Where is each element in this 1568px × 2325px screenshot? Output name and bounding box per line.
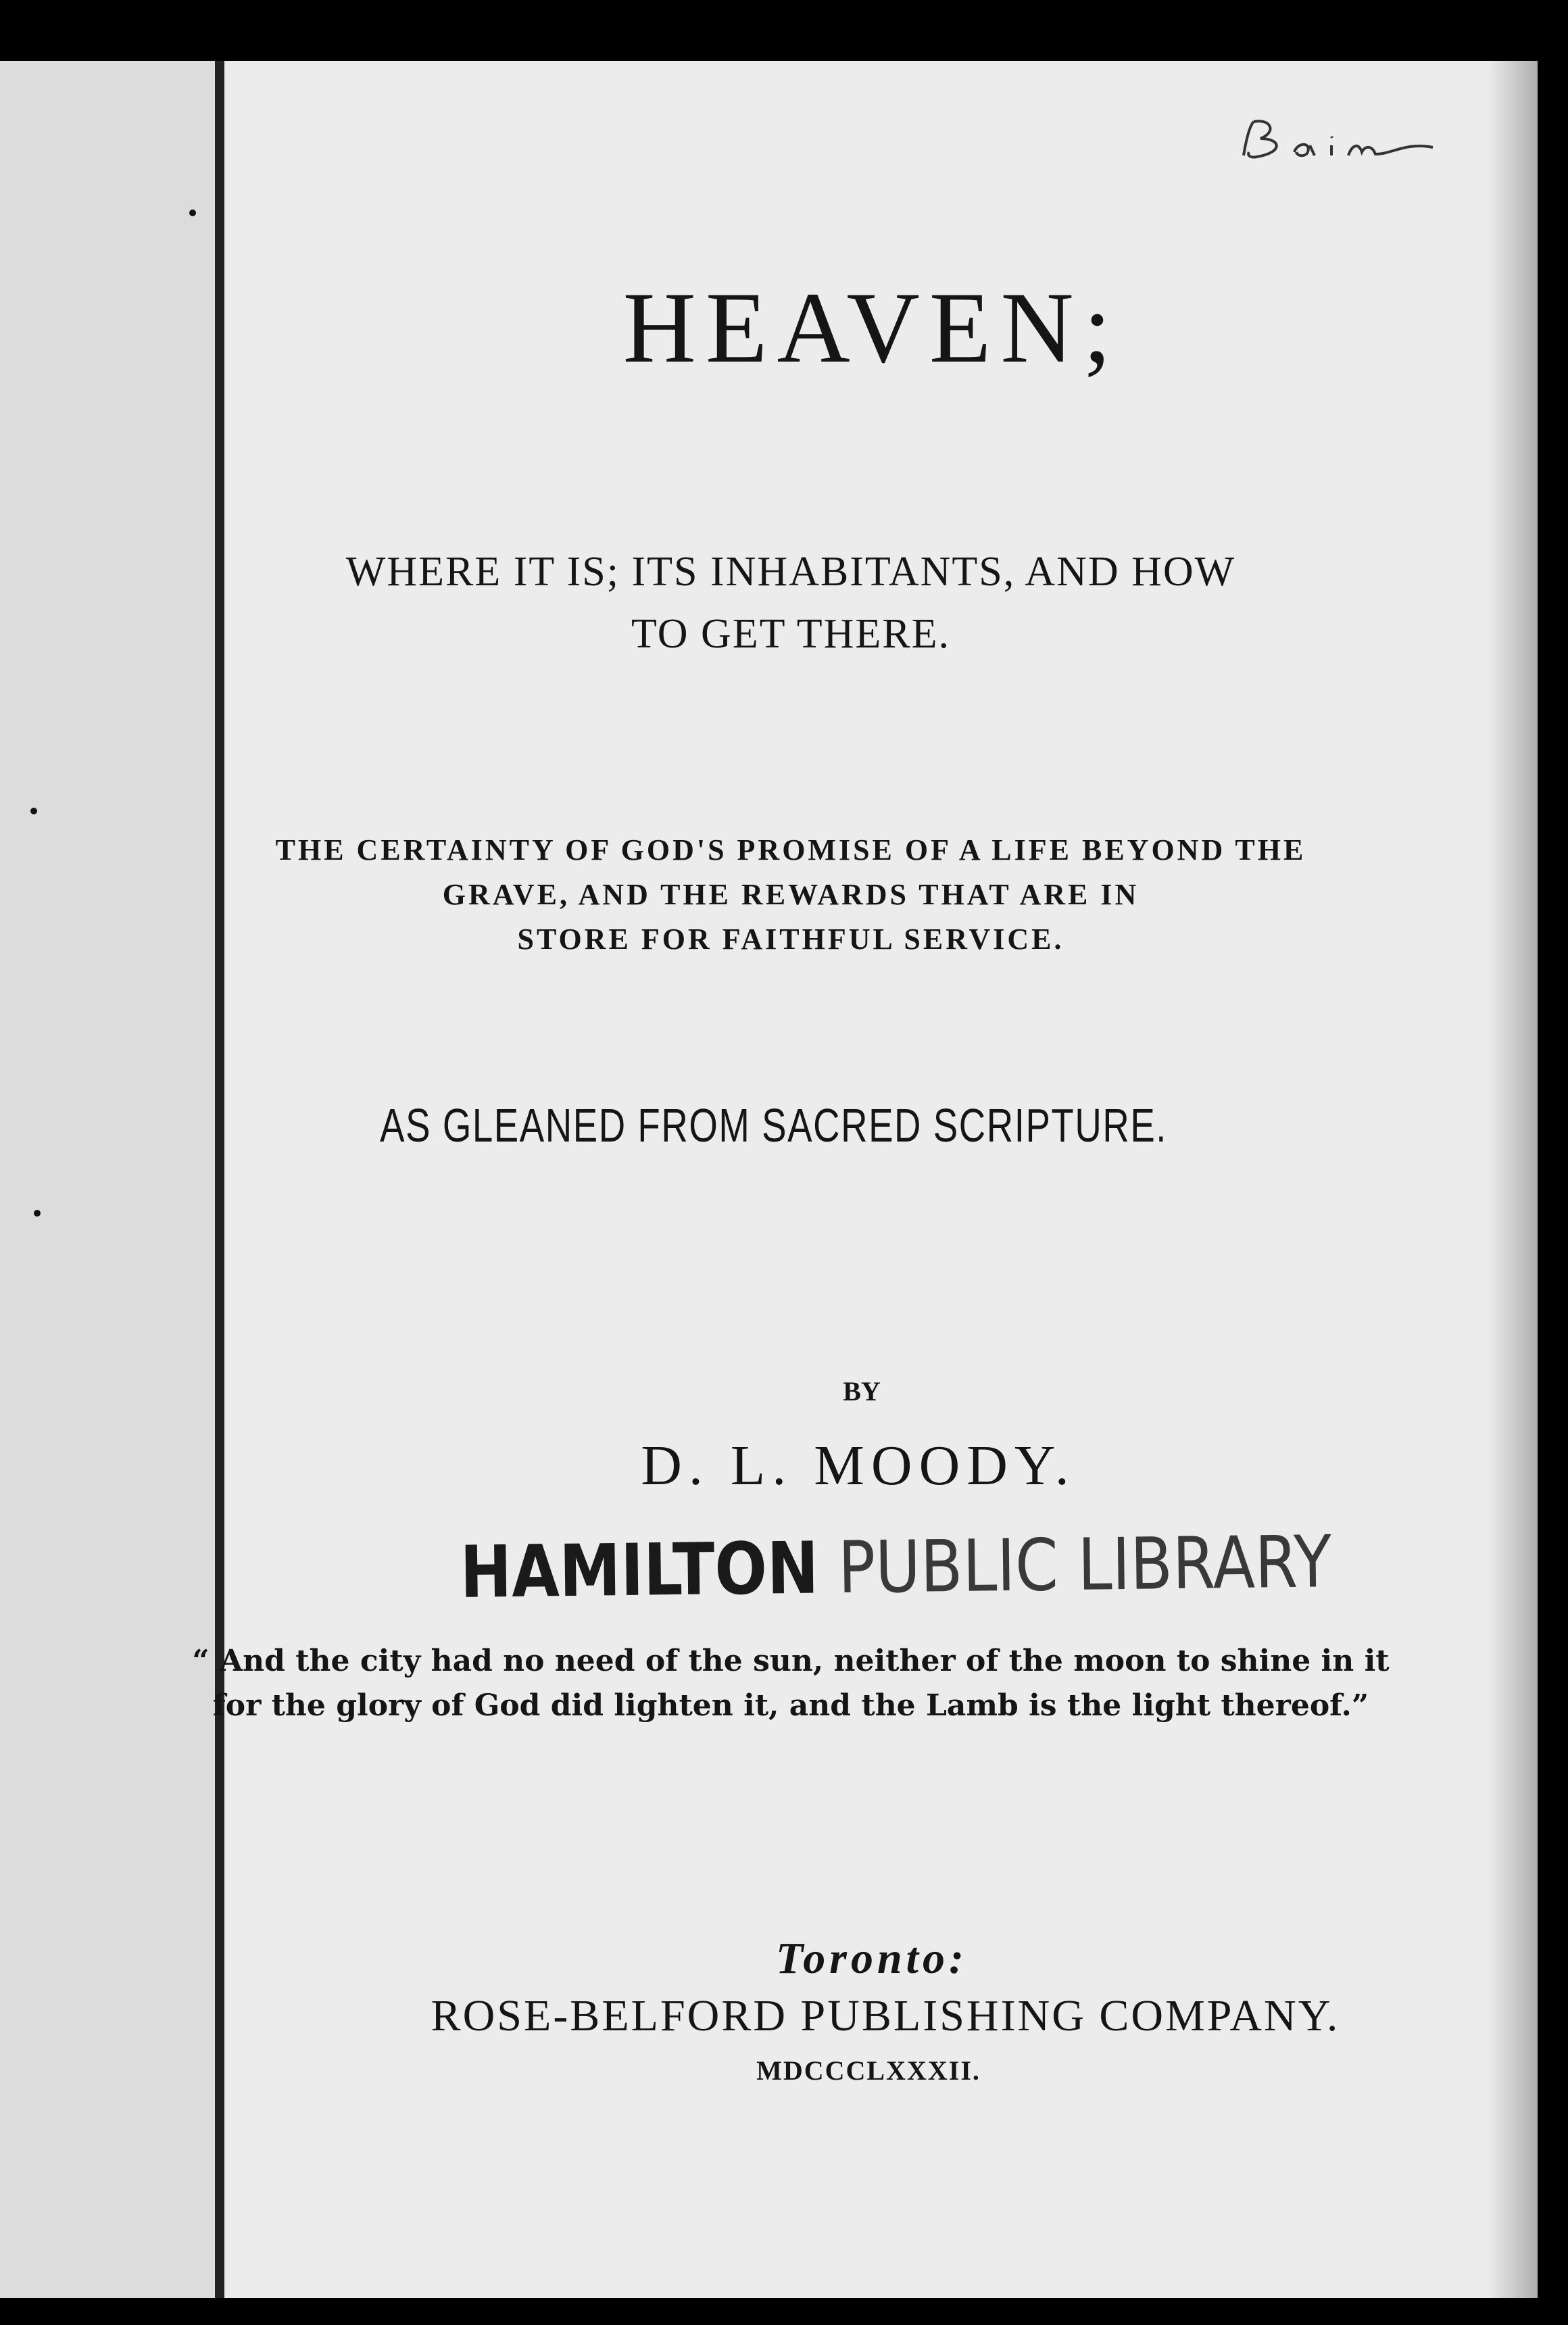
- publisher-name: ROSE-BELFORD PUBLISHING COMPANY.: [431, 1991, 1340, 2040]
- quote-line-1: “ And the city had no need of the sun, neither of the moon to shine in it: [192, 1644, 1390, 1678]
- book-description: [0, 828, 1453, 962]
- stamp-words-public-library: PUBLIC LIBRARY: [837, 1520, 1332, 1610]
- ink-speck: [189, 210, 196, 216]
- ink-speck: [34, 1210, 41, 1217]
- source-line: AS GLEANED FROM SACRED SCRIPTURE.: [380, 1099, 1168, 1152]
- author-name: D. L. MOODY.: [641, 1434, 1076, 1497]
- library-stamp: [460, 1520, 1332, 1632]
- description-line-3: STORE FOR FAITHFUL SERVICE.: [517, 923, 1064, 956]
- subtitle-line-1: WHERE IT IS; ITS INHABITANTS, AND HOW: [345, 549, 1236, 595]
- publication-year: MDCCCLXXXII.: [756, 2055, 981, 2086]
- book-subtitle: [0, 541, 1453, 665]
- publication-place: Toronto:: [776, 1934, 968, 1983]
- ink-speck: [30, 808, 37, 814]
- quote-line-2: for the glory of God did lighten it, and the Lamb is the light thereof.”: [212, 1688, 1369, 1723]
- description-line-2: GRAVE, AND THE REWARDS THAT ARE IN: [442, 878, 1140, 911]
- subtitle-line-2: TO GET THERE.: [631, 611, 951, 657]
- handwritten-signature: [1230, 115, 1446, 169]
- epigraph-quote: [0, 1639, 1460, 1728]
- description-line-1: THE CERTAINTY OF GOD'S PROMISE OF A LIFE BEYOND THE: [275, 833, 1306, 866]
- stamp-word-hamilton: HAMILTON: [460, 1526, 819, 1614]
- by-label: BY: [843, 1376, 881, 1406]
- book-title: HEAVEN;: [622, 272, 1121, 384]
